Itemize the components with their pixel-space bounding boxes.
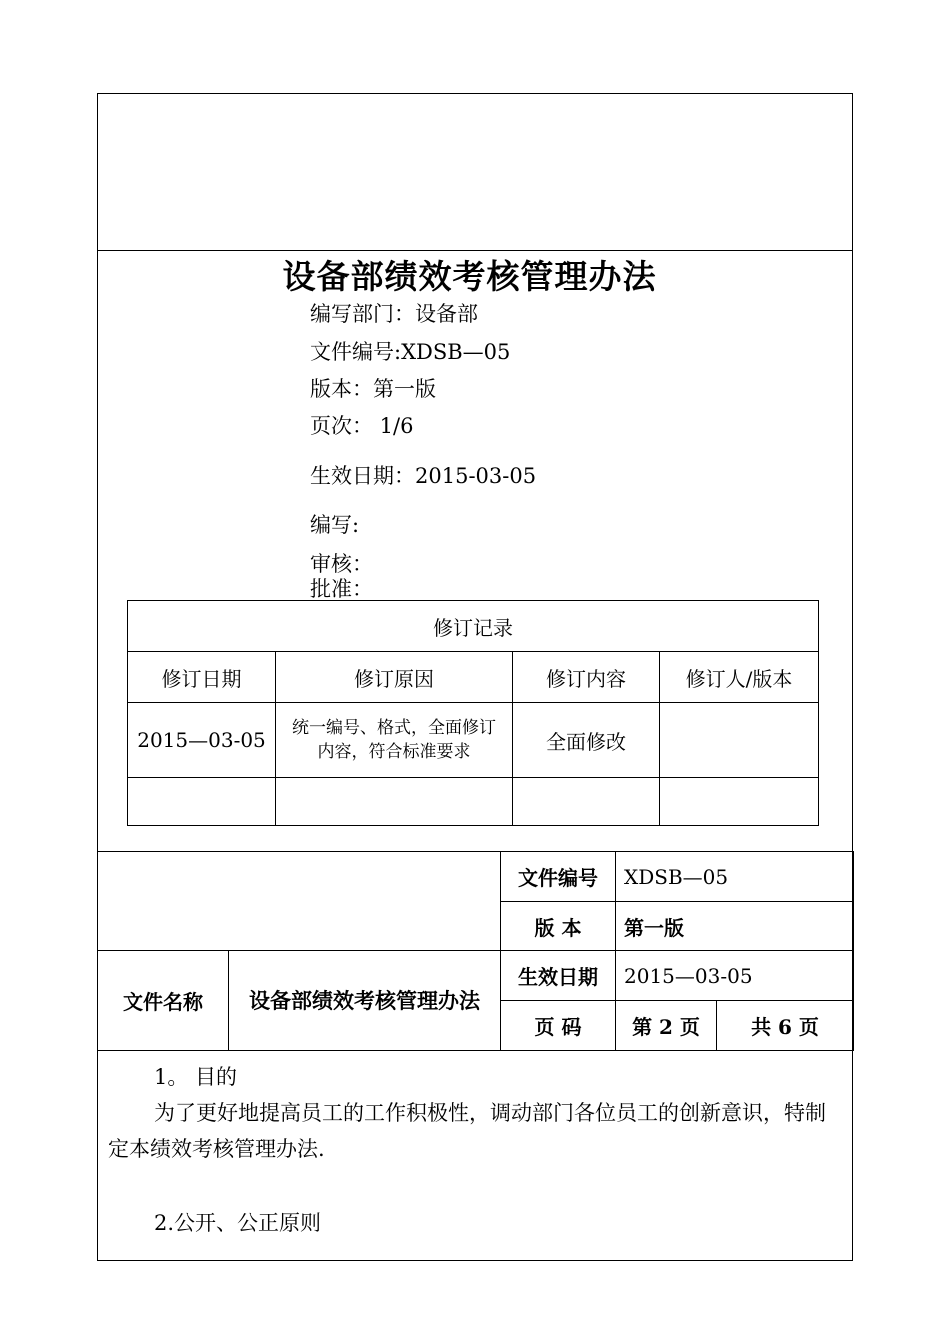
revision-header-content: 修订内容: [513, 652, 660, 703]
revision-content: 全面修改: [513, 703, 660, 778]
meta-page: 页次： 1/6: [310, 414, 414, 438]
table-row: [128, 703, 819, 778]
meta-version: 版本：第一版: [310, 377, 436, 401]
revision-reason: [276, 778, 513, 826]
revision-table: [127, 600, 819, 826]
doc-no-value: XDSB—05: [616, 852, 854, 902]
effective-value: 2015—03-05: [616, 951, 854, 1001]
meta-reviewer: 审核：: [310, 552, 373, 576]
effective-label: 生效日期: [501, 951, 616, 1001]
revision-header-reason: 修订原因: [276, 652, 513, 703]
section2-heading: 2.公开、公正原则: [154, 1211, 322, 1235]
revision-by: [660, 778, 819, 826]
header-blank-cell: [98, 852, 501, 951]
document-title: 设备部绩效考核管理办法: [282, 257, 657, 296]
document-header-table: [97, 851, 854, 1051]
revision-caption: 修订记录: [128, 601, 819, 652]
revision-by: [660, 703, 819, 778]
section1-heading: 1。 目的: [154, 1065, 238, 1089]
meta-author: 编写:: [310, 513, 360, 537]
meta-doc-no: 文件编号:XDSB—05: [310, 340, 511, 364]
version-value: 第一版: [616, 902, 854, 951]
file-name-value: 设备部绩效考核管理办法: [229, 951, 501, 1051]
doc-no-label: 文件编号: [501, 852, 616, 902]
revision-reason: 统一编号、格式，全面修订 内容，符合标准要求: [276, 703, 513, 778]
meta-dept: 编写部门：设备部: [310, 302, 478, 326]
meta-approver: 批准：: [310, 577, 373, 601]
version-label: 版 本: [501, 902, 616, 951]
page-value: 第 2 页: [616, 1001, 717, 1051]
divider-top: [97, 250, 853, 251]
section1-paragraph: 为了更好地提高员工的工作积极性，调动部门各位员工的创新意识，特制定本绩效考核管理办法.: [108, 1101, 826, 1161]
revision-date: [128, 778, 276, 826]
table-row: [128, 778, 819, 826]
revision-header-date: 修订日期: [128, 652, 276, 703]
total-pages: 共 6 页: [717, 1001, 854, 1051]
page-label: 页 码: [501, 1001, 616, 1051]
revision-content: [513, 778, 660, 826]
meta-effective-date: 生效日期：2015-03-05: [310, 464, 537, 488]
file-name-label: 文件名称: [98, 951, 229, 1051]
revision-date: 2015—03-05: [128, 703, 276, 778]
revision-header-by: 修订人/版本: [660, 652, 819, 703]
